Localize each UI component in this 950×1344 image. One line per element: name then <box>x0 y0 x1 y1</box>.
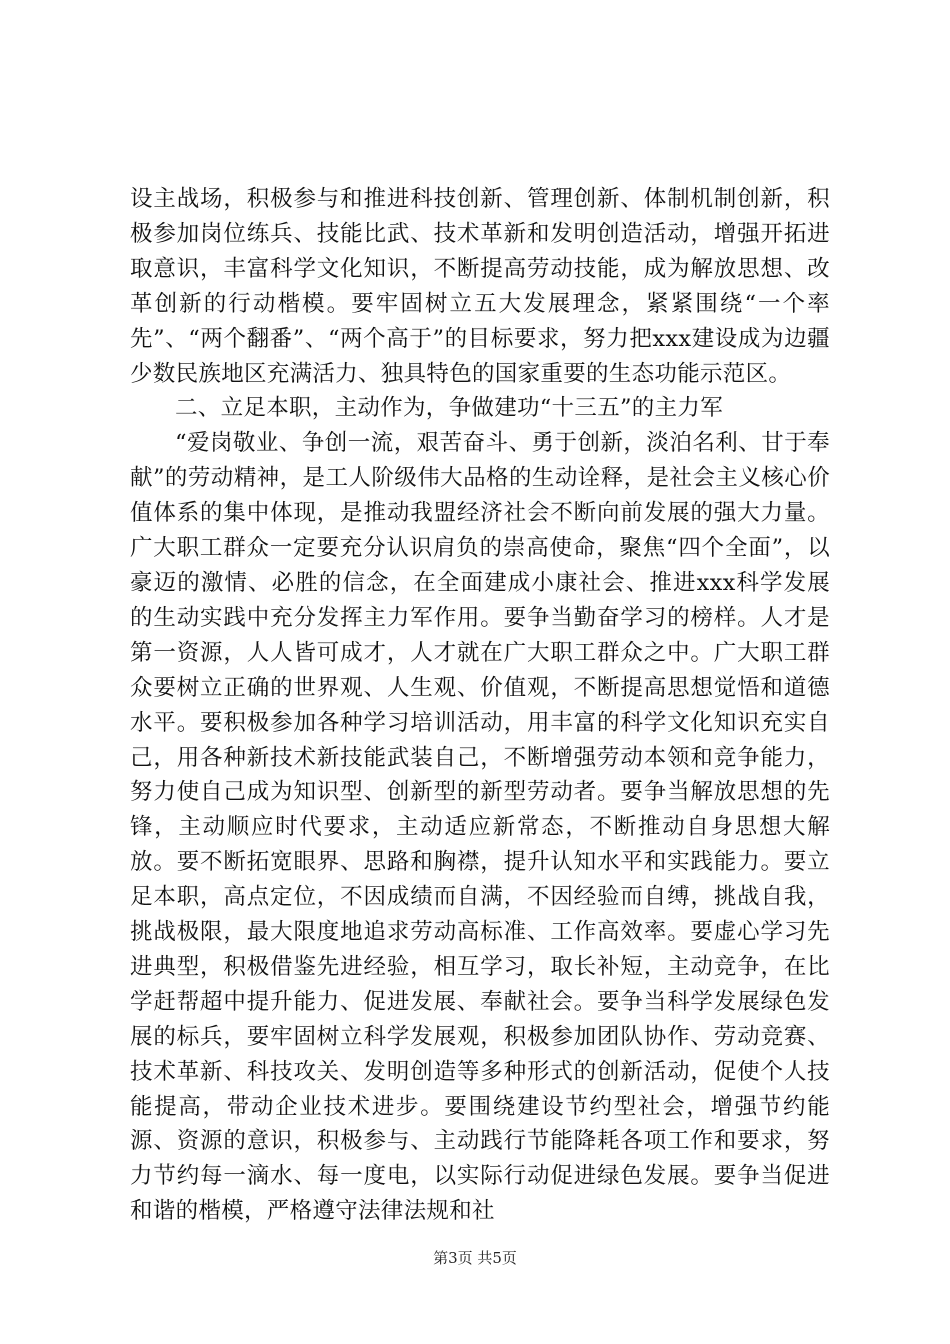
paragraph-continuation: 设主战场，积极参与和推进科技创新、管理创新、体制机制创新，积极参加岗位练兵、技能比武、技术革新和发明创造活动，增强开拓进取意识，丰富科学文化知识，不断提高劳动技能，成为解放思想、改革创新的行动楷模。要牢固树立五大发展理念，紧紧围绕“一个率先”、“两个翻番”、“两个高于”的目标要求，努力把xxx建设成为边疆少数民族地区充满活力、独具特色的国家重要的生态功能示范区。 <box>130 186 830 387</box>
document-body <box>130 182 830 1229</box>
paragraph-main-body: “爱岗敬业、争创一流，艰苦奋斗、勇于创新，淡泊名利、甘于奉献”的劳动精神，是工人阶级伟大品格的生动诠释，是社会主义核心价值体系的集中体现，是推动我盟经济社会不断向前发展的强大力量。广大职工群众一定要充分认识肩负的崇高使命，聚焦“四个全面”，以豪迈的激情、必胜的信念，在全面建成小康社会、推进xxx科学发展的生动实践中充分发挥主力军作用。要争当勤奋学习的榜样。人才是第一资源，人人皆可成才，人才就在广大职工群众之中。广大职工群众要树立正确的世界观、人生观、价值观，不断提高思想觉悟和道德水平。要积极参加各种学习培训活动，用丰富的科学文化知识充实自己，用各种新技术新技能武装自己，不断增强劳动本领和竞争能力，努力使自己成为知识型、创新型的新型劳动者。要争当解放思想的先锋，主动顺应时代要求，主动适应新常态，不断推动自身思想大解放。要不断拓宽眼界、思路和胸襟，提升认知水平和实践能力。要立足本职，高点定位，不因成绩而自满，不因经验而自缚，挑战自我，挑战极限，最大限度地追求劳动高标准、工作高效率。要虚心学习先进典型，积极借鉴先进经验，相互学习，取长补短，主动竞争，在比学赶帮超中提升能力、促进发展、奉献社会。要争当科学发展绿色发展的标兵，要牢固树立科学发展观，积极参加团队协作、劳动竞赛、技术革新、科技攻关、发明创造等多种形式的创新活动，促使个人技能提高，带动企业技术进步。要围绕建设节约型社会，增强节约能源、资源的意识，积极参与、主动践行节能降耗各项工作和要求，努力节约每一滴水、每一度电，以实际行动促进绿色发展。要争当促进和谐的楷模，严格遵守法律法规和社 <box>130 430 830 1225</box>
page-number-footer: 第3页 共5页 <box>433 1249 517 1267</box>
section-heading: 二、立足本职，主动作为，争做建功“十三五”的主力军 <box>175 395 724 422</box>
